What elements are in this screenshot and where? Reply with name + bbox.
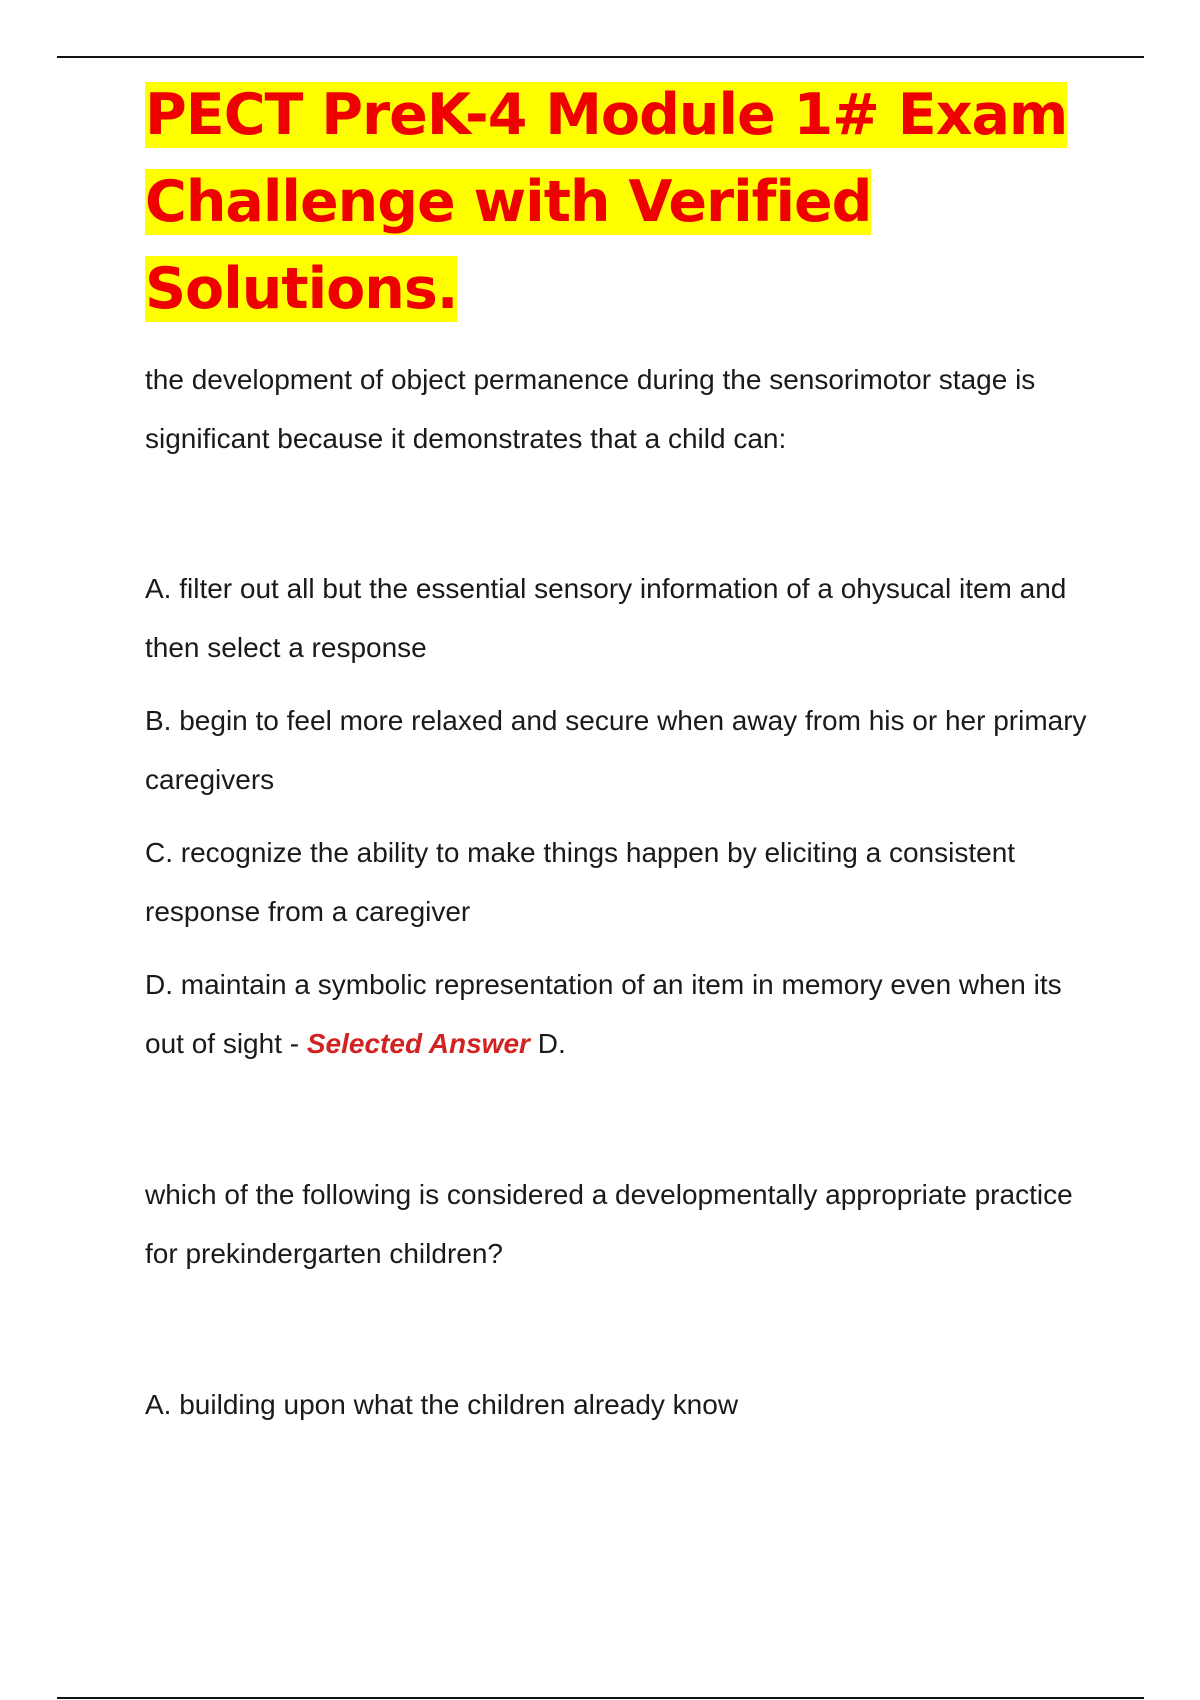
question-1-option-c: C. recognize the ability to make things happen by eliciting a consistent response from a caregiver xyxy=(145,837,1016,927)
top-rule xyxy=(57,56,1144,58)
bottom-rule xyxy=(57,1697,1144,1699)
document-body xyxy=(145,72,1105,1434)
question-2 xyxy=(145,1165,1105,1434)
question-1-option-a: A. filter out all but the essential sensory information of a ohysucal item and then select a response xyxy=(145,573,1067,663)
question-1-option-d-text: D. maintain a symbolic representation of an item in memory even when its out of sight - xyxy=(145,969,1062,1059)
selected-answer-value: D. xyxy=(529,1028,566,1059)
question-1 xyxy=(145,350,1105,1073)
question-2-option-a: A. building upon what the children already know xyxy=(145,1389,739,1420)
selected-answer-label: Selected Answer xyxy=(306,1028,530,1059)
question-1-option-b: B. begin to feel more relaxed and secure when away from his or her primary caregivers xyxy=(145,705,1087,795)
page-title xyxy=(145,72,1105,333)
page-title-text: PECT PreK-4 Module 1# Exam Challenge with Verified Solutions. xyxy=(145,82,1068,322)
question-2-prompt: which of the following is considered a developmentally appropriate practice for prekindergarten children? xyxy=(145,1179,1073,1269)
question-1-option-d xyxy=(145,955,1105,1073)
question-1-prompt: the development of object permanence during the sensorimotor stage is significant because it demonstrates that a child can: xyxy=(145,364,1036,454)
